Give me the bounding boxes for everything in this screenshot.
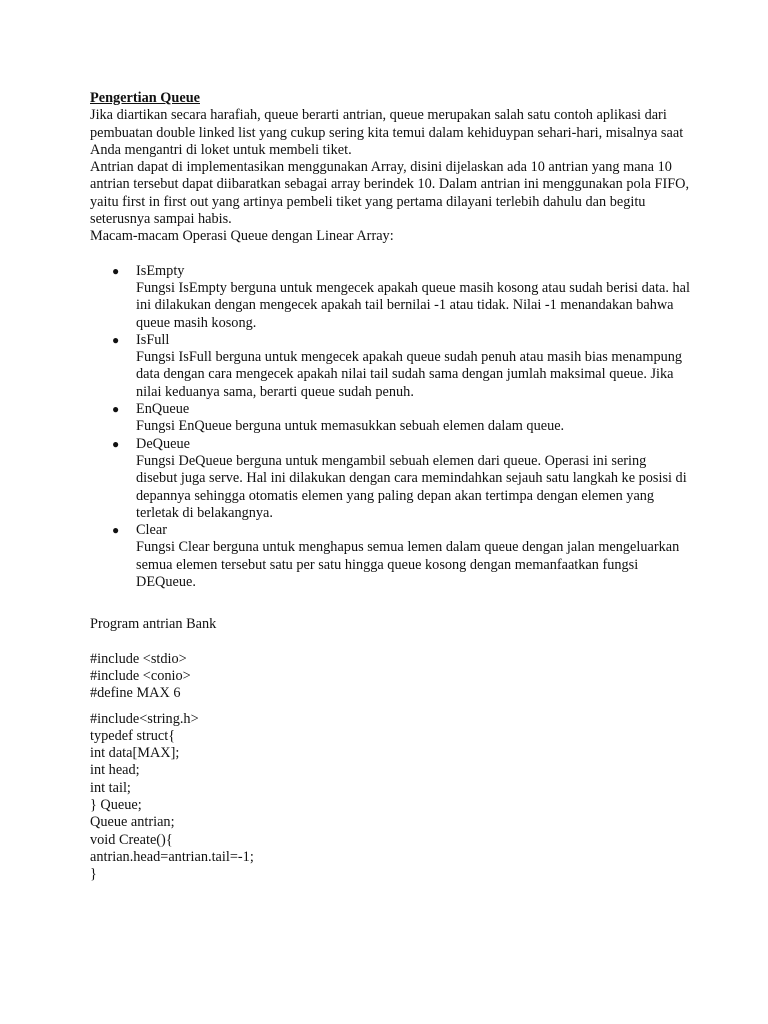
list-item [90, 263, 690, 332]
bullet-icon: ● [112, 523, 120, 538]
code-line: int data[MAX]; [90, 745, 180, 762]
operation-term: DeQueue [136, 435, 190, 452]
operation-description: Fungsi EnQueue berguna untuk memasukkan sebuah elemen dalam queue. [136, 418, 565, 435]
operations-list [90, 263, 690, 592]
operation-term: IsFull [136, 331, 170, 348]
intro-paragraph-2: Antrian dapat di implementasikan menggunakan Array, disini dijelaskan ada 10 antrian yang mana 10 antrian tersebut dapat diibaratkan sebagai array berindek 10. Dalam antrian ini menggunakan pola FIFO, yaitu first in first out yang artinya pembeli tiket yang pertama dilayani terlebih dahulu dan begitu seterusnya sampai habis. [90, 159, 690, 228]
operation-description: Fungsi IsFull berguna untuk mengecek apakah queue sudah penuh atau masih bias menampung data dengan cara mengecek apakah nilai tail sudah sama dengan jumlah maksimal queue. Jika nilai keduanya sama, berarti queue sudah penuh. [136, 349, 683, 400]
code-line: void Create(){ [90, 831, 173, 848]
code-line: int head; [90, 762, 140, 779]
section-heading: Pengertian Queue [90, 90, 200, 106]
document-page [90, 90, 690, 883]
code-line: } Queue; [90, 796, 142, 813]
bullet-icon: ● [112, 263, 120, 278]
code-block-includes [90, 651, 690, 703]
code-line: antrian.head=antrian.tail=-1; [90, 848, 254, 865]
operation-description: Fungsi Clear berguna untuk menghapus semua lemen dalam queue dengan jalan mengeluarkan semua elemen tersebut satu per satu hingga queue kosong dengan memanfaatkan fungsi DEQueue. [136, 539, 680, 591]
list-item [90, 401, 690, 436]
code-line: typedef struct{ [90, 727, 176, 744]
code-line: #include <conio> [90, 667, 191, 684]
list-item [90, 522, 690, 591]
bullet-icon: ● [112, 402, 120, 417]
operation-description: Fungsi IsEmpty berguna untuk mengecek apakah queue masih kosong atau sudah berisi data. hal ini dilakukan dengan mengecek apakah tail bernilai -1 atau tidak. Nilai -1 menandakan bahwa queue masih kosong. [136, 279, 691, 331]
code-line: int tail; [90, 779, 131, 796]
bullet-icon: ● [112, 436, 120, 451]
code-line: #include <stdio> [90, 650, 187, 667]
intro-paragraph-3: Macam-macam Operasi Queue dengan Linear Array: [90, 228, 394, 245]
intro-paragraph-1: Jika diartikan secara harafiah, queue berarti antrian, queue merupakan salah satu contoh aplikasi dari pembuatan double linked list yang cukup sering kita temui dalam kehiduypan sehari-hari, misalnya saat Anda mengantri di loket untuk membeli tiket. [90, 107, 684, 158]
code-line: } [90, 866, 97, 883]
code-line: Queue antrian; [90, 814, 175, 831]
list-item [90, 436, 690, 522]
operation-description: Fungsi DeQueue berguna untuk mengambil sebuah elemen dari queue. Operasi ini sering disebut juga serve. Hal ini dilakukan dengan cara memindahkan sejauh satu langkah ke posisi di depannya sehingga otomatis elemen yang paling depan akan tertimpa dengan elemen yang terletak di belakangnya. [136, 452, 687, 521]
code-block-struct [90, 711, 690, 884]
bullet-icon: ● [112, 332, 120, 347]
list-item [90, 332, 690, 401]
code-line: #include<string.h> [90, 710, 199, 727]
operation-term: EnQueue [136, 401, 190, 418]
operation-term: Clear [136, 522, 167, 539]
code-line: #define MAX 6 [90, 685, 181, 702]
operation-term: IsEmpty [136, 262, 185, 279]
program-title: Program antrian Bank [90, 616, 217, 633]
